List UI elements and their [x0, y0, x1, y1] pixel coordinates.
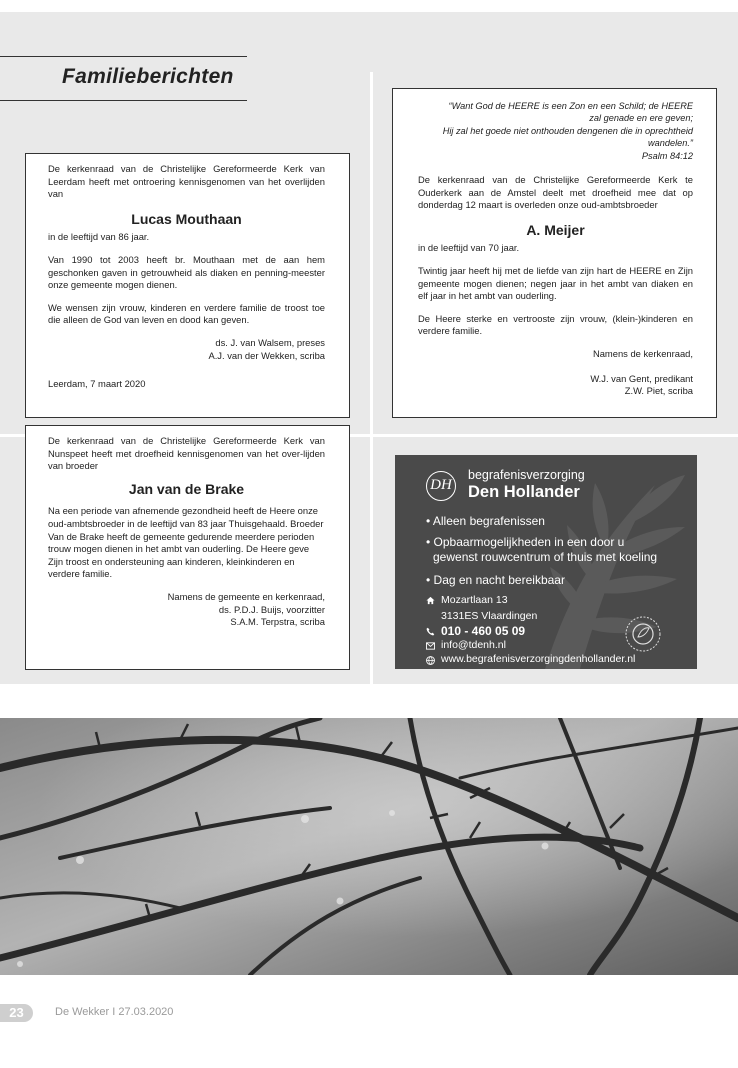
notice-paragraph: Van 1990 tot 2003 heeft br. Mouthaan met de aan hem geschonken gaven in getrouwheid als diaken en penning-meester onze gemeente mogen dienen.	[48, 253, 325, 291]
bible-reference: Psalm 84:12	[641, 150, 693, 161]
funeral-services-advertisement	[395, 455, 697, 669]
notice-age: in de leeftijd van 86 jaar.	[48, 231, 150, 243]
section-header	[0, 56, 247, 101]
obituary-notice-mouthaan	[25, 153, 350, 418]
ad-phone: 010 - 460 05 09	[441, 624, 526, 638]
page-footer	[0, 1004, 738, 1022]
home-icon	[426, 596, 435, 605]
thorny-branches-photo	[0, 718, 738, 975]
mail-icon	[426, 642, 435, 650]
deceased-name: A. Meijer	[526, 221, 585, 238]
bible-quote: wandelen.”	[648, 138, 693, 149]
ad-city: 3131ES Vlaardingen	[441, 610, 538, 622]
globe-icon	[426, 656, 435, 665]
notice-age: in de leeftijd van 70 jaar.	[418, 242, 520, 254]
bible-quote: “Want God de HEERE is een Zon en een Schild; de HEERE	[448, 101, 693, 111]
bible-quote: Hij zal het goede niet onthouden dengenen die in oprechtheid	[442, 125, 693, 136]
deceased-name: Lucas Mouthaan	[131, 210, 242, 227]
notice-paragraph: We wensen zijn vrouw, kinderen en verdere familie de troost toe die alleen de God van leven en dood kan geven.	[48, 301, 325, 326]
signature-line: ds. J. van Walsem, preses	[215, 336, 325, 348]
ad-street: Mozartlaan 13	[441, 594, 508, 606]
ad-bullet: • Opbaarmogelijkheden in een door u	[426, 535, 625, 549]
page-number: 23	[0, 1004, 33, 1022]
notice-intro: De kerkenraad van de Christelijke Gereformeerde Kerk van Nunspeet heeft met droefheid kennisgenomen van het over-lijden van broeder	[48, 435, 325, 472]
section-title: Familieberichten	[62, 65, 234, 88]
phone-icon	[426, 627, 435, 636]
ad-bullet-continued: gewenst rouwcentrum of thuis met koeling	[433, 550, 658, 564]
signature-line: W.J. van Gent, predikant	[590, 372, 693, 384]
signature-line: Namens de kerkenraad,	[592, 347, 693, 359]
logo-letters: DH	[430, 477, 452, 493]
bible-quote: zal genade en ere geven;	[589, 113, 693, 124]
certification-seal-icon	[624, 615, 662, 653]
obituary-notice-meijer	[392, 88, 717, 418]
deceased-name: Jan van de Brake	[128, 480, 245, 497]
ad-website: www.begrafenisverzorgingdenhollander.nl	[441, 653, 636, 665]
obituary-notice-van-de-brake	[25, 425, 350, 670]
notice-paragraph: Twintig jaar heeft hij met de liefde van zijn hart de HEERE en Zijn gemeente mogen dienen; negen jaar in het ambt van diaken en elf jaar in het ambt van ouderling.	[418, 265, 693, 302]
signature-line: A.J. van der Wekken, scriba	[208, 349, 325, 361]
ad-bullet: • Alleen begrafenissen	[426, 514, 545, 528]
notice-intro: De kerkenraad van de Christelijke Gereformeerde Kerk van Leerdam heeft met ontroering kennisgenomen van het overlijden van	[48, 163, 325, 200]
publication-info: De Wekker I 27.03.2020	[55, 1006, 174, 1018]
signature-line: Namens de gemeente en kerkenraad,	[167, 590, 325, 602]
ad-bullet: • Dag en nacht bereikbaar	[426, 573, 565, 587]
notice-intro: De kerkenraad van de Christelijke Gereformeerde Kerk te Ouderkerk aan de Amstel deelt met droefheid mee dat op donderdag 12 maart is overleden onze oud-ambtsbroeder	[418, 174, 693, 211]
thorny-branches-image	[0, 718, 738, 975]
ad-company-name: Den Hollander	[468, 483, 580, 501]
signature-line: S.A.M. Terpstra, scriba	[230, 616, 325, 628]
signature-line: ds. P.D.J. Buijs, voorzitter	[218, 603, 325, 615]
place-date: Leerdam, 7 maart 2020	[48, 378, 146, 390]
ad-email: info@tdenh.nl	[441, 639, 506, 651]
signature-line: Z.W. Piet, scriba	[624, 385, 693, 397]
notice-paragraph: Na een periode van afnemende gezondheid heeft de Heere onze oud-ambtsbroeder in de leeftijd van 83 jaar Thuisgehaald. Broeder Van de Brake heeft de gemeente gedurende meerdere perioden trouw mogen dienen in het ambt van ouderling. De Heere geve Zijn troost en ondersteuning aan kinderen, kleinkinderen en verdere familie.	[48, 505, 324, 580]
company-logo	[426, 471, 456, 501]
notice-paragraph: De Heere sterke en vertrooste zijn vrouw, (klein-)kinderen en verdere familie.	[418, 312, 693, 337]
ad-subtitle: begrafenisverzorging	[468, 468, 585, 482]
